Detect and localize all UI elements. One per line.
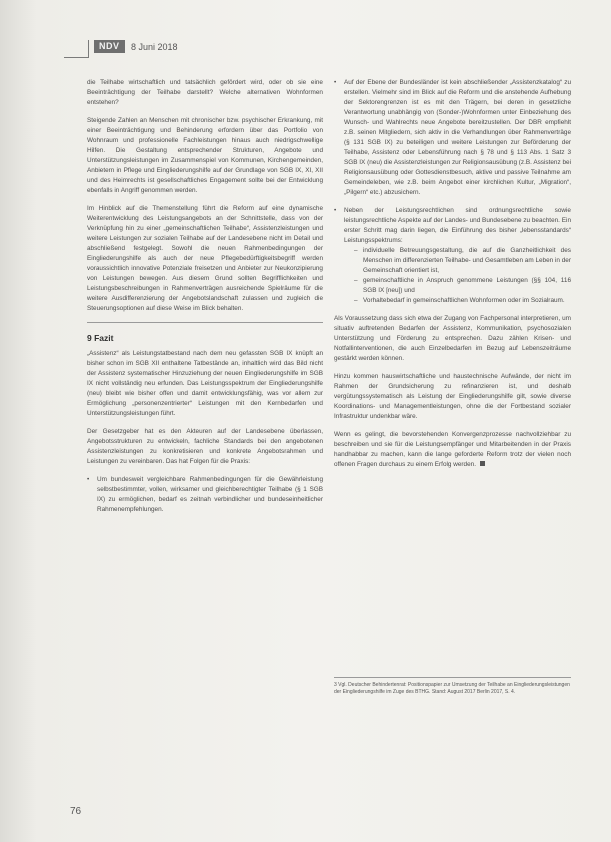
journal-badge: NDV [94, 40, 125, 53]
right-column [334, 78, 571, 478]
bullet-icon: • [334, 207, 337, 214]
left-column [87, 78, 323, 523]
closing-paragraph [334, 430, 571, 470]
sub-list-item [354, 276, 571, 296]
list-item [87, 475, 323, 515]
list-item-text: Um bundesweit vergleichbare Rahmenbedingungen für die Gewährleistung selbstbestimmter, vollen, wirksamer und gleichberechtigter Teilhabe (§ 1 SGB IX) zu ermöglichen, bedarf es zeitnah verbindlicher und bundeseinheitlicher Rahmenempfehlungen. [97, 476, 323, 513]
paragraph: Im Hinblick auf die Themenstellung führt die Reform auf eine dynamische Weiterentwicklung des Leistungsangebots an der Schnittstelle, dass von der Verknüpfung hin zu einer „gemeinschaftlichen Teilhabe“, Assistenzleistungen und weitere Leistungen zur sozialen Teilhabe auf der Landesebene nicht im Detail und abschließend festgelegt. Sowohl die neuen Rahmenbedingungen der Eingliederungshilfe als auch der neue Pflegebedürftigkeitsbegriff werden voraussichtlich innovative Potenziale freisetzen und Anbieter zur Neukonzipierung von Leistungen bewegen. Aus diesem Grund sollten Begrifflichkeiten und Leistungsbeschreibungen in Rahmenverträgen ausreichende Spielräume für die weitere Ausdifferenzierung der Angebotslandschaft zulassen und zugleich die Steuerungsoptionen auf diese Weise im Blick behalten. [87, 205, 323, 312]
intro-paragraph: die Teilhabe wirtschaftlich und tatsächlich gefördert wird, oder ob sie eine Beeinträchtigung der Teilhabe darstellt? Welche alternativen Wohnformen entstehen? [87, 79, 323, 106]
sub-list-item [354, 246, 571, 276]
sub-list-item-text: Vorhaltebedarf in gemeinschaftlichen Wohnformen oder im Sozialraum. [363, 297, 565, 304]
bullet-icon: • [334, 79, 337, 86]
paragraph: Hinzu kommen hauswirtschaftliche und haustechnische Aufwände, der nicht im Rahmen der Grundsicherung zu refinanzieren ist, und deshalb vergütungssystematisch als Leistung der Eingliederungshilfe gilt, sowie diverse Koordinations- und Managementleistungen, ohne die der Fortbestand sozialer Infrastruktur undenkbar wäre. [334, 373, 571, 420]
end-mark-icon [480, 461, 485, 466]
dash-icon: – [354, 247, 358, 254]
sub-list-item-text: gemeinschaftliche in Anspruch genommene Leistungen (§§ 104, 116 SGB IX [neu]) und [363, 277, 571, 294]
issue-label: 8 Juni 2018 [131, 42, 178, 52]
list-item-text: Neben der Leistungsrechtlichen sind ordnungsrechtliche sowie leistungsrechtliche Aspekte auf der Landes- und Bundesebene zu beachten. Ein erster Schritt mag darin liegen, die Einführung des bisher „lebensstandards“ Leistungsspektrums: [344, 207, 571, 244]
section-rule [87, 322, 323, 323]
header-divider [88, 40, 89, 58]
bullet-icon: • [87, 476, 90, 483]
list-item [334, 206, 571, 306]
list-item [334, 78, 571, 198]
sub-list [354, 246, 571, 306]
footnote: 3 Vgl. Deutscher Behindertenrat: Positionspapier zur Umsetzung der Teilhabe an Eingliederungsleistungen der Eingliederungshilfe im Zuge des BTHG. Stand: August 2017 Berlin 2017, S. 4. [334, 677, 571, 696]
page-number: 76 [70, 806, 82, 817]
paragraph: Der Gesetzgeber hat es den Akteuren auf der Landesebene überlassen, Angebotsstrukturen zu entwickeln, fachliche Standards bei den angebotenen Assistenzleistungen zu konkretisieren und konkrete Angebotsrahmen und Leistungen zu vereinbaren. Das hat Folgen für die Praxis: [87, 428, 323, 465]
sub-list-item [354, 296, 571, 306]
paragraph: „Assistenz“ als Leistungstatbestand nach dem neu gefassten SGB IX knüpft an bisher schon im SGB XII enthaltene Tatbestände an, inhaltlich wird das Bild nicht der Assistenz systematischer Hinzuziehung der neuen Eingliederungshilfe im SGB IX nicht vollständig neu erfunden. Das Leistungsspektrum der Eingliederungshilfe (neu) bleibt wie bisher offen und damit entwicklungsfähig, was vor allem zur Ermöglichung „personenzentrierter“ Leistungen mit den Kernbedarfen und Unterstützungsleistungen führt. [87, 350, 323, 417]
paragraph: Als Voraussetzung dass sich etwa der Zugang von Fachpersonal interpretieren, um situativ auftretenden Bedarfen der Assistenz, Kommunikation, psychosozialen Unterstützung und Förderung zu entsprechen. Dazu zählen Krisen- und Notfallinterventionen, die auch Einzelbedarfen im Bezug auf Lebenszeiträume gestärkt werden können. [334, 315, 571, 362]
dash-icon: – [354, 297, 358, 304]
dash-icon: – [354, 277, 358, 284]
paragraph: Steigende Zahlen an Menschen mit chronischer bzw. psychischer Erkrankung, mit einer Beeinträchtigung und Behinderung erfordern über das Portfolio von Wohnraum und professionelle Fachleistungen hinaus auch niedrigschwellige Hilfen. Die Gestaltung entsprechender Strukturen, Angebote und Unterstützungsleistungen im Zusammenspiel von Kommunen, Kirchengemeinden, Anbietern in Pflege und Eingliederungshilfe auf der Grundlage von SGB IX, XI, XII und des Heimrechts ist gesellschaftliches Engagement sollte bei der Entwicklung ebenfalls in Angriff genommen werden. [87, 117, 323, 194]
closing-text: Wenn es gelingt, die bevorstehenden Konvergenzprozesse nachvollziehbar zu beschreiben und sie für die Leistungsempfänger und Mitarbeitenden in der Praxis handhabbar zu machen, kann die lange geforderte Reform trotz der vielen noch offenen Fragen durchaus zu einem Erfolg werden. [334, 431, 571, 468]
header-rule [64, 57, 88, 58]
sub-list-item-text: individuelle Betreuungsgestaltung, die auf die Ganzheitlichkeit des Menschen im differenzierten Teilhabe- und Gesamtleben am Leben in der Gemeinschaft orientiert ist, [363, 247, 571, 274]
section-heading: 9 Fazit [87, 333, 114, 343]
list-item-text: Auf der Ebene der Bundesländer ist kein abschließender „Assistenzkatalog“ zu erstellen. Vielmehr sind im Blick auf die Reform und die anstehende Aufhebung der Sektorengrenzen ist es mit den Trägern, bei deren in gesetzliche Verantwortung unabhängig von (Sonder-)Wohnformen unter Einbeziehung des Wunsch- und Wahlrechts neue Angebote bereitzustellen. Der DBR empfiehlt z.B. seinen Mitgliedern, sich aktiv in die Verhandlungen über Rahmenverträge (§ 131 SGB IX) zu beteiligen und weitere Leistungen zur Beförderung der Teilhabe, Assistenz oder Lebensführung nach § 78 und § 113 Abs. 1 Satz 3 SGB IX (neu) die Assistenzleistungen zur Religionsausübung (z.B. Assistenz bei Religionsausübung oder Gottesdienstbesuch, aktive und passive Teilnahme am Gemeindeleben, wie z.B. beim Angebot einer kirchlichen Kultur, „Migration“, „Pilgern“ etc.) abzusichern. [344, 79, 571, 196]
